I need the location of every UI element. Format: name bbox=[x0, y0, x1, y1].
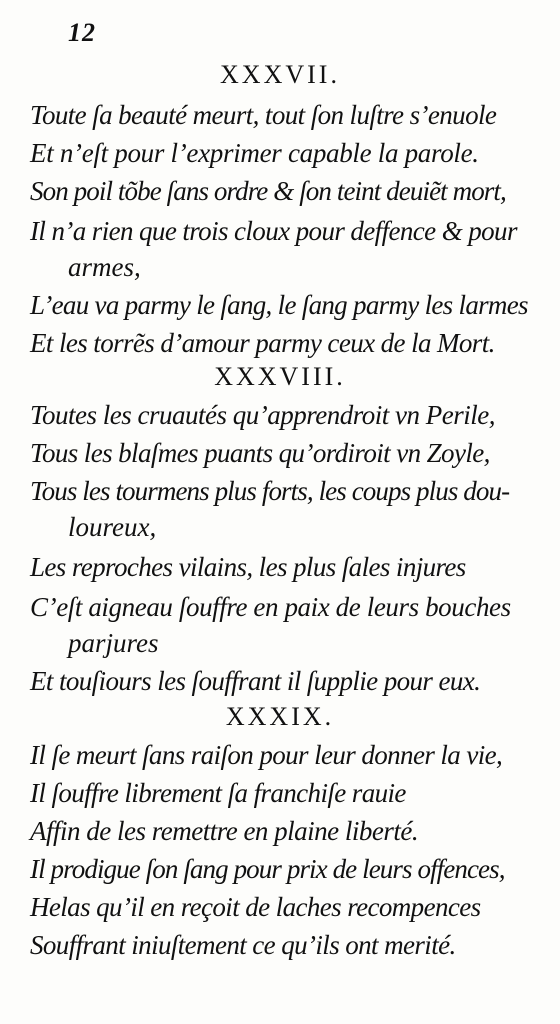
verse-line-continuation: loureux, bbox=[68, 512, 157, 542]
verse-line: Il prodigue ſon ſang pour prix de leurs offences, bbox=[30, 854, 505, 884]
verse-line: Il ſe meurt ſans raiſon pour leur donner la vie, bbox=[30, 740, 503, 770]
stanza-heading: XXXVIII. bbox=[214, 362, 346, 391]
verse-line: Souffrant iniuſtement ce qu’ils ont merité. bbox=[30, 930, 456, 960]
verse-line: Il n’a rien que trois cloux pour deffence & pour bbox=[30, 216, 517, 246]
verse-line: Helas qu’il en reçoit de laches recompences bbox=[30, 892, 481, 922]
verse-line: Affin de les remettre en plaine liberté. bbox=[30, 816, 419, 846]
verse-line: Et touſiours les ſouffrant il ſupplie pour eux. bbox=[30, 666, 481, 696]
verse-line: C’eſt aigneau ſouffre en paix de leurs bouches bbox=[30, 592, 511, 622]
verse-line: L’eau va parmy le ſang, le ſang parmy les larmes bbox=[30, 290, 528, 320]
verse-line-continuation: parjures bbox=[68, 628, 159, 658]
stanza-heading: XXXIX. bbox=[225, 702, 335, 731]
verse-line: Son poil tõbe ſans ordre & ſon teint deuiẽt mort, bbox=[30, 176, 506, 206]
verse-line: Tous les blaſmes puants qu’ordiroit vn Zoyle, bbox=[30, 438, 490, 468]
verse-line: Il ſouffre librement ſa franchiſe rauie bbox=[30, 778, 406, 808]
page-number: 12 bbox=[68, 18, 96, 47]
stanza-heading: XXXVII. bbox=[220, 60, 340, 89]
verse-line: Et n’eſt pour l’exprimer capable la parole. bbox=[30, 138, 479, 168]
verse-line: Toutes les cruautés qu’apprendroit vn Perile, bbox=[30, 400, 495, 430]
verse-line: Toute ſa beauté meurt, tout ſon luſtre s’enuole bbox=[30, 100, 497, 130]
verse-line-continuation: armes, bbox=[68, 252, 141, 282]
verse-line: Les reproches vilains, les plus ſales injures bbox=[30, 552, 466, 582]
verse-line: Et les torrẽs d’amour parmy ceux de la Mort. bbox=[30, 328, 495, 358]
verse-line: Tous les tourmens plus forts, les coups plus dou- bbox=[30, 476, 510, 506]
